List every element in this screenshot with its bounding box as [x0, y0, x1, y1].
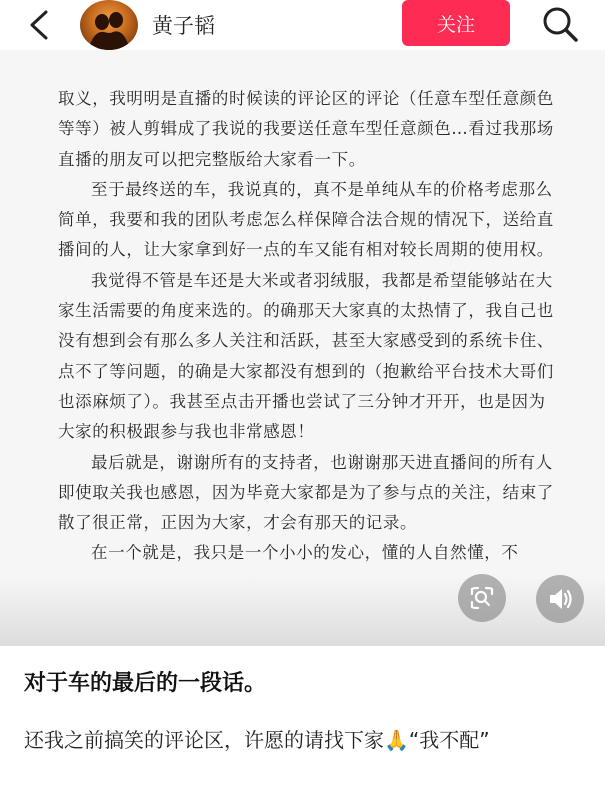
post-title: 对于车的最后的一段话。: [24, 671, 267, 696]
paragraph: 我觉得不管是车还是大米或者羽绒服，我都是希望能够站在大家生活需要的角度来选的。的确那天大家真的太热情了，我自己也没有想到会有那么多人关注和活跃，甚至大家感受到的系统卡住、点不了等问题，的确是大家都没有想到的（抱歉给平台技术大哥们也添麻烦了）。我甚至点击开播也尝试了三分钟才开开，也是因为大家的积极跟参与我也非常感恩！: [58, 270, 554, 442]
paragraph: 至于最终送的车，我说真的，真不是单纯从车的价格考虑那么简单，我要和我的团队考虑怎么样保障合法合规的情况下，送给直播间的人，让大家拿到好一点的车又能有相对较长周期的使用权。: [58, 179, 554, 260]
paragraph: 在一个就是，我只是一个小小的发心，懂的人自然懂，不: [91, 543, 519, 563]
top-bar: [0, 0, 605, 50]
lens-search-icon: [458, 574, 506, 622]
paragraph: 最后就是，谢谢所有的支持者，也谢谢那天进直播间的所有人即使取关我也感恩，因为毕竟大家都是为了参与点的关注，结束了散了很正常，正因为大家，才会有那天的记录。: [58, 452, 554, 533]
post-image[interactable]: [0, 50, 605, 646]
photographed-text: [58, 84, 558, 569]
sound-button[interactable]: [536, 575, 584, 623]
search-icon[interactable]: [540, 4, 580, 44]
speaker-icon: [536, 575, 584, 623]
paragraph: 取义，我明明是直播的时候读的评论区的评论（任意车型任意颜色等等）被人剪辑成了我说的我要送任意车型任意颜色…看过我那场直播的朋友可以把完整版给大家看一下。: [58, 89, 554, 169]
image-fade: [0, 576, 605, 646]
post-caption: [0, 646, 605, 800]
follow-button[interactable]: 关注: [402, 0, 510, 46]
post-body: 还我之前搞笑的评论区，许愿的请找下家🙏“我不配”: [24, 728, 490, 752]
lens-search-button[interactable]: [458, 574, 506, 622]
back-arrow-icon[interactable]: [24, 8, 54, 42]
avatar-silhouette-icon: [80, 0, 138, 50]
avatar[interactable]: [80, 0, 138, 50]
author-name[interactable]: 黄子韬: [152, 14, 215, 38]
